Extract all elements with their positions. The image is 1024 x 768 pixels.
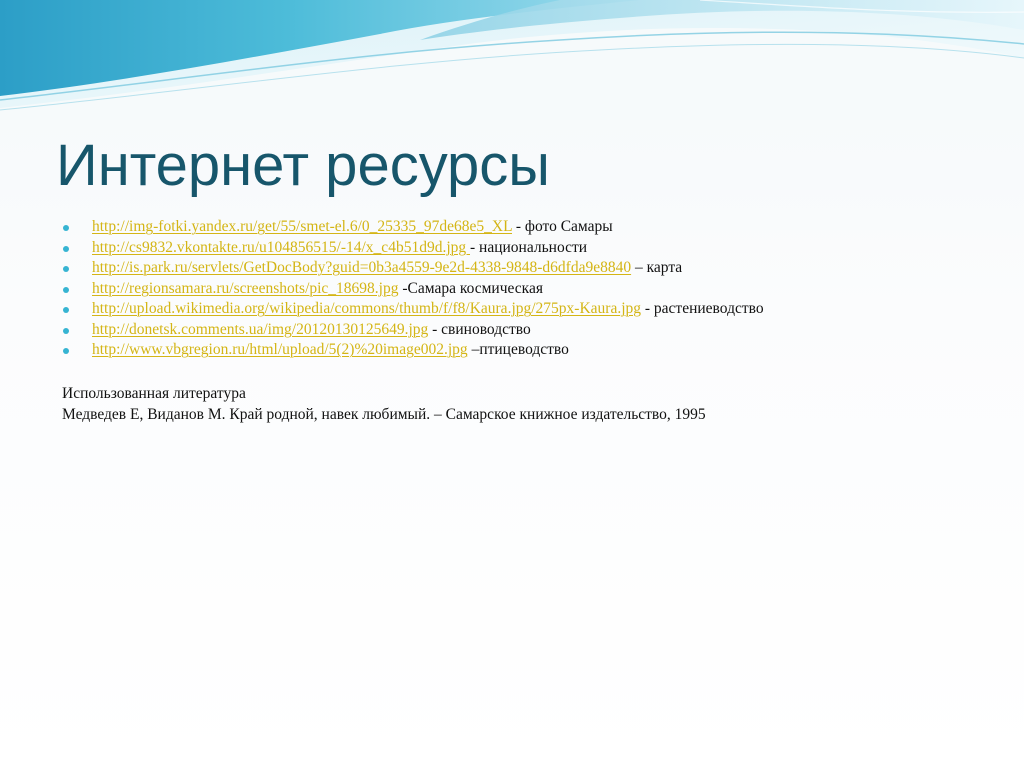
resource-item [62,217,764,238]
literature-entry: Медведев Е, Виданов М. Край родной, навек любимый. – Самарское книжное издательство, 1995 [62,406,706,423]
resource-link[interactable]: http://cs9832.vkontakte.ru/u104856515/-14/x_c4b51d9d.jpg [92,238,470,256]
resource-description: - национальности [470,238,588,256]
resource-link[interactable]: http://donetsk.comments.ua/img/20120130125649.jpg [92,320,429,338]
resource-link[interactable]: http://is.park.ru/servlets/GetDocBody?guid=0b3a4559-9e2d-4338-9848-d6dfda9e8840 [92,259,632,276]
wave-header-decoration [0,0,1024,120]
resource-link[interactable]: http://www.vbgregion.ru/html/upload/5(2)%20image002.jpg [92,341,468,358]
resource-link[interactable]: http://regionsamara.ru/screenshots/pic_18698.jpg [92,279,399,297]
resource-item [62,320,764,341]
resource-item [62,340,764,361]
literature-heading: Использованная литература [62,385,246,402]
resource-item [62,279,764,300]
literature-section [62,383,706,425]
bullet-icon [63,307,69,313]
bullet-icon [63,287,69,293]
resource-description: - свиноводство [428,320,531,338]
resource-item [62,258,764,279]
resource-description: - фото Самары [512,218,613,235]
bullet-icon [63,225,69,231]
slide-title: Интернет ресурсы [56,133,550,198]
resource-description: – карта [631,259,683,276]
resource-link[interactable]: http://img-fotki.yandex.ru/get/55/smet-el.6/0_25335_97de68e5_XL [92,218,513,235]
resource-link[interactable]: http://upload.wikimedia.org/wikipedia/commons/thumb/f/f8/Kaura.jpg/275px-Kaura.jpg [92,300,642,317]
bullet-icon [63,246,69,252]
resource-list [62,217,764,361]
bullet-icon [63,348,69,354]
bullet-icon [63,266,69,272]
resource-item [62,238,764,259]
resource-description: -Самара космическая [398,279,543,297]
bullet-icon [63,328,69,334]
resource-item [62,299,764,320]
resource-description: –птицеводство [467,341,569,358]
resource-description: - растениеводство [641,300,764,317]
